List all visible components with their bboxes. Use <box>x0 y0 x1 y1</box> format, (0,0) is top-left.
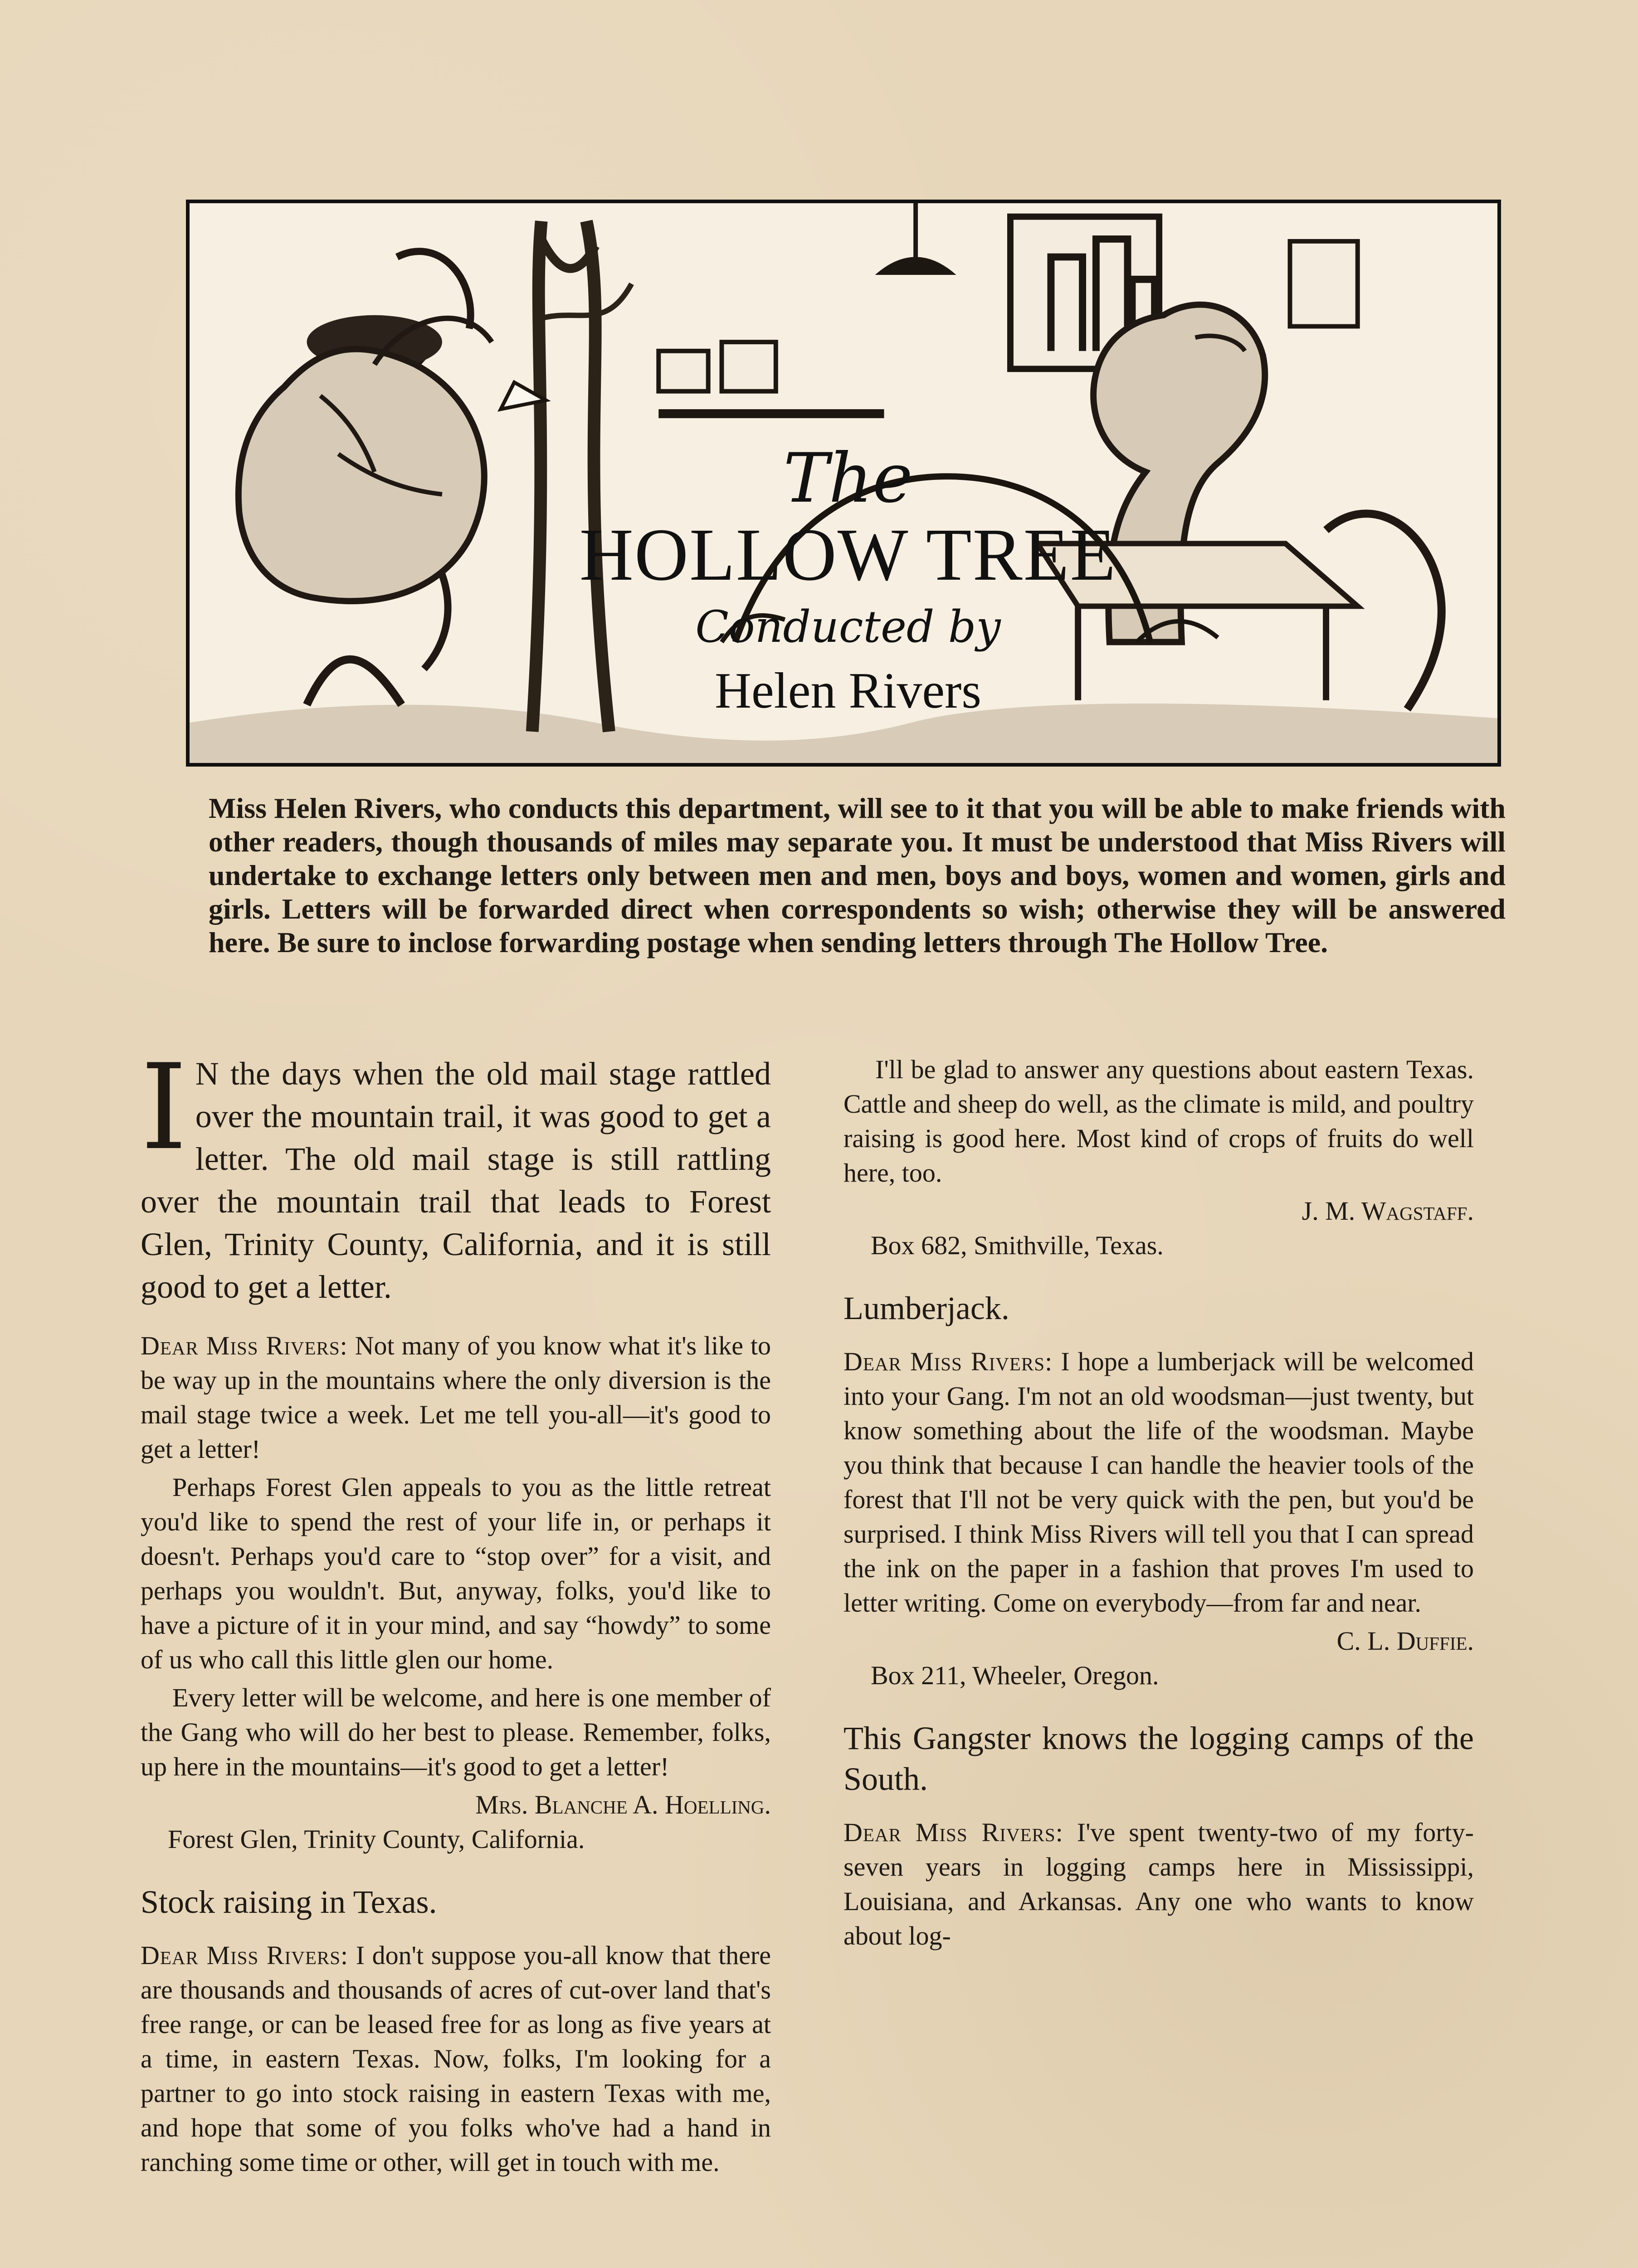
letter-1-paragraph-1: Not many of you know what it's like to be way up in the mountains where the only diversion is the mail stage twice a week. Let me tell you-all—it's good to get a letter! <box>141 1331 771 1464</box>
dropcap: I <box>141 1039 187 1176</box>
opening-text: N the days when the old mail stage rattled over the mountain trail, it was good to get a letter. The old mail stage is still rattling over the mountain trail that leads to Forest Glen, Trinity County, California, and it is still good to get a letter. <box>141 1056 771 1305</box>
letter-2-title: Stock raising in Texas. <box>141 1884 437 1920</box>
letter-2-paragraph-1: I don't suppose you-all know that there are thousands and thousands of acres of cut-over land that's free range, or can be leased free for as long as five years at a time, in eastern Texas. Now, folks, I'm looking for a partner to go into stock raising in eastern Texas with me, and hope that some of you folks who've had a hand in ranching some time or other, will get in touch with me. <box>141 1941 771 2177</box>
intro-paragraph <box>209 792 1506 959</box>
letter-2-continuation <box>843 1052 1474 1263</box>
intro-text: Miss Helen Rivers, who conducts this department, will see to it that you will be able to make friends with other readers, though thousands of miles may separate you. It must be understood that Miss Rivers will undertake to exchange letters only between men and men, boys and boys, women and women, girls and girls. Letters will be forwarded direct when correspondents so wish; otherwise they will be answered here. Be sure to inclose forwarding postage when sending letters through The Hollow Tree. <box>209 792 1506 958</box>
letter-1-signature: Mrs. Blanche A. Hoelling. <box>475 1790 771 1819</box>
letter-1-paragraph-3: Every letter will be welcome, and here is one member of the Gang who will do her best to please. Remember, folks, up here in the mountains—it's good to get a letter! <box>141 1683 771 1781</box>
header-title-main: HOLLOW TREE <box>579 513 1117 596</box>
letter-2-signature: J. M. Wagstaff. <box>1302 1196 1474 1226</box>
letter-1-salutation: Dear Miss Rivers: <box>141 1331 348 1360</box>
letter-2-paragraph-2: I'll be glad to answer any questions about eastern Texas. Cattle and sheep do well, as the climate is mild, and poultry raising is good here. Most kind of crops of fruits do well here, too. <box>843 1055 1474 1188</box>
header-title-block <box>562 439 1134 721</box>
header-title-small: The <box>783 439 913 518</box>
letter-4-paragraph-1: I've spent twenty-two of my forty-seven years in logging camps here in Mississippi, Louisiana, and Arkansas. Any one who wants to know about log- <box>843 1818 1474 1950</box>
letter-4-title: This Gangster knows the logging camps of the South. <box>843 1720 1474 1797</box>
letter-3 <box>843 1344 1474 1693</box>
left-column <box>141 1039 771 2183</box>
letter-1-address: Forest Glen, Trinity County, California. <box>168 1824 585 1854</box>
opening-paragraph <box>141 1039 771 1308</box>
letter-2 <box>141 1938 771 2180</box>
letter-3-address: Box 211, Wheeler, Oregon. <box>871 1661 1159 1690</box>
letter-4-salutation: Dear Miss Rivers: <box>843 1818 1063 1847</box>
letter-1-paragraph-2: Perhaps Forest Glen appeals to you as the little retreat you'd like to spend the rest of your life in, or perhaps it doesn't. Perhaps you'd care to “stop over” for a visit, and perhaps you wouldn't. But, anyway, folks, you'd like to have a picture of it in your mind, and say “howdy” to some of us who call this little glen our home. <box>141 1472 771 1674</box>
letter-2-salutation: Dear Miss Rivers: <box>141 1941 349 1970</box>
letter-4 <box>843 1815 1474 1953</box>
letter-3-salutation: Dear Miss Rivers: <box>843 1347 1053 1376</box>
letter-2-address: Box 682, Smithville, Texas. <box>871 1231 1164 1260</box>
letter-3-signature: C. L. Duffie. <box>1336 1626 1474 1656</box>
header-author: Helen Rivers <box>715 662 981 719</box>
letter-3-paragraph-1: I hope a lumberjack will be welcomed into your Gang. I'm not an old woodsman—just twenty, but know something about the life of the woodsman. Maybe you think that because I can handle the heavier tools of the forest that I'll not be very quick with the pen, but you'd be surprised. I think Miss Rivers will tell you that I can spread the ink on the paper in a fashion that proves I'm used to letter writing. Come on everybody—from far and near. <box>843 1347 1474 1618</box>
right-column <box>843 1052 1474 1957</box>
letter-3-title: Lumberjack. <box>843 1290 1009 1326</box>
letter-1 <box>141 1329 771 1857</box>
header-conducted-by: Conducted by <box>695 601 1001 652</box>
